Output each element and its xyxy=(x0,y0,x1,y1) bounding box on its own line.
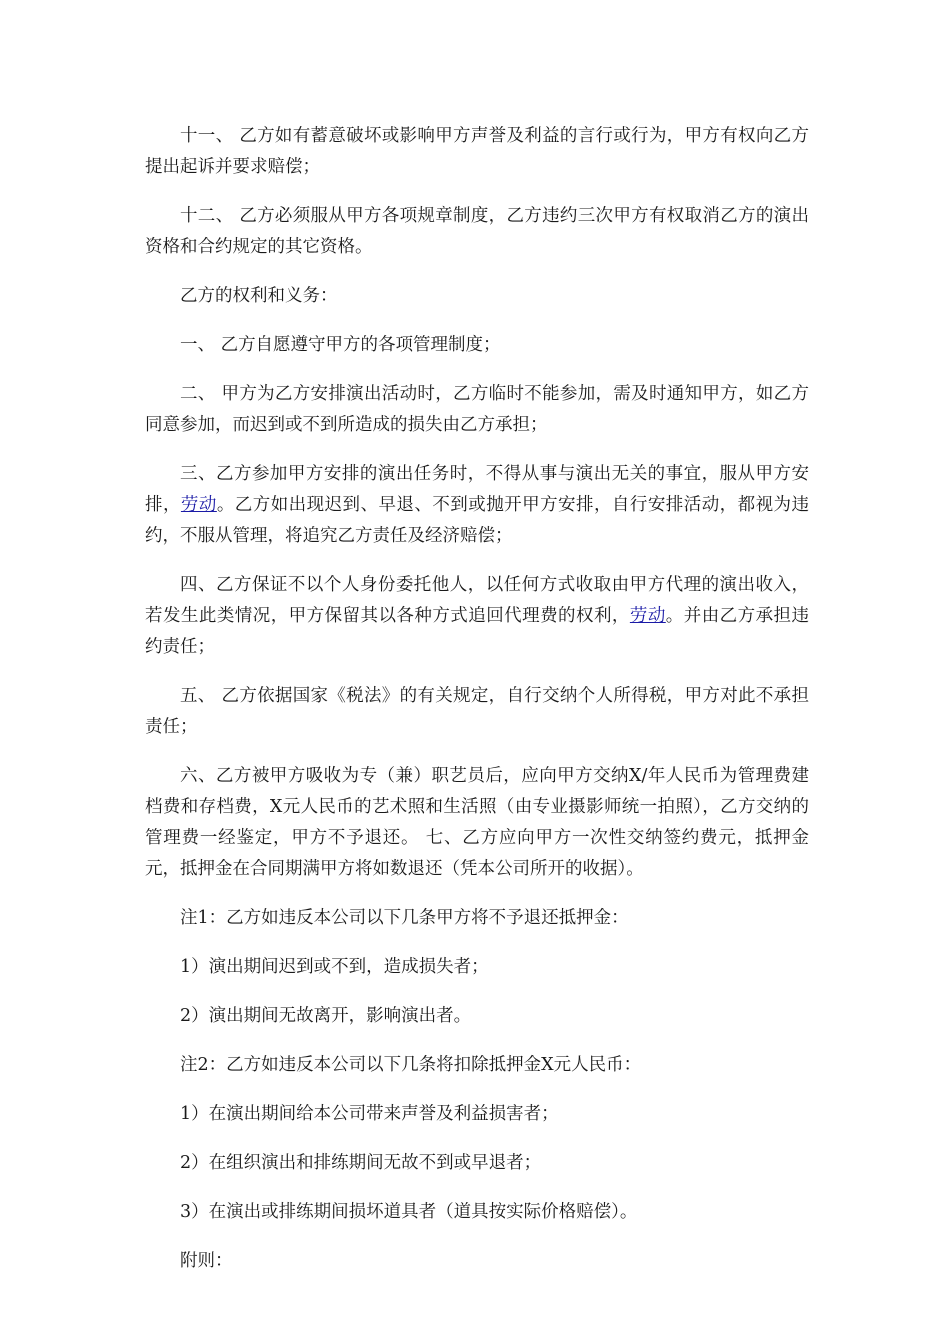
note-1-item-2: 2）演出期间无故离开，影响演出者。 xyxy=(180,1006,472,1026)
clause-12: 十二、 乙方必须服从甲方各项规章制度，乙方违约三次甲方有权取消乙方的演出资格和合约规定的其它资格。 xyxy=(145,206,809,257)
rights-clause-3 xyxy=(145,459,809,552)
labor-link[interactable]: 劳动 xyxy=(629,606,666,626)
rights-clause-4 xyxy=(145,570,809,663)
document-page xyxy=(145,121,809,1295)
labor-link[interactable]: 劳动 xyxy=(180,495,217,515)
rights-clause-5: 五、 乙方依据国家《税法》的有关规定，自行交纳个人所得税，甲方对此不承担责任； xyxy=(145,686,809,737)
rights-clause-6-7: 六、乙方被甲方吸收为专（兼）职艺员后，应向甲方交纳X/年人民币为管理费建档费和存档费，X元人民币的艺术照和生活照（由专业摄影师统一拍照），乙方交纳的管理费一经鉴定，甲方不予退还。 七、乙方应向甲方一次性交纳签约费元，抵押金元，抵押金在合同期满甲方将如数退还（凭本公司所开的收据）。 xyxy=(145,766,809,879)
rights-clause-1: 一、 乙方自愿遵守甲方的各项管理制度； xyxy=(180,335,501,355)
rights-heading: 乙方的权利和义务： xyxy=(180,286,338,306)
clause-11: 十一、 乙方如有蓄意破坏或影响甲方声誉及利益的言行或行为，甲方有权向乙方提出起诉并要求赔偿； xyxy=(145,126,809,177)
rights-clause-4-text-b: 。并由乙方承担违约责任； xyxy=(145,606,810,657)
note-2-item-1: 1）在演出期间给本公司带来声誉及利益损害者； xyxy=(180,1104,559,1124)
note-1-item-1: 1）演出期间迟到或不到，造成损失者； xyxy=(180,957,489,977)
note-2: 注2：乙方如违反本公司以下几条将扣除抵押金X元人民币： xyxy=(180,1055,642,1075)
note-2-item-2: 2）在组织演出和排练期间无故不到或早退者； xyxy=(180,1153,542,1173)
rights-clause-3-text-b: 。乙方如出现迟到、早退、不到或抛开甲方安排，自行安排活动，都视为违约，不服从管理，将追究乙方责任及经济赔偿； xyxy=(145,495,810,546)
note-1: 注1：乙方如违反本公司以下几条甲方将不予退还抵押金： xyxy=(180,908,629,928)
rights-clause-2: 二、 甲方为乙方安排演出活动时，乙方临时不能参加，需及时通知甲方，如乙方同意参加，而迟到或不到所造成的损失由乙方承担； xyxy=(145,384,809,435)
rights-clause-4-text-a: 四、乙方保证不以个人身份委托他人，以任何方式收取由甲方代理的演出收入，若发生此类情况，甲方保留其以各种方式追回代理费的权利， xyxy=(145,575,809,626)
rights-clause-3-text-a: 三、乙方参加甲方安排的演出任务时，不得从事与演出无关的事宜，服从甲方安排， xyxy=(145,464,809,515)
appendix-heading: 附则： xyxy=(180,1251,233,1271)
note-2-item-3: 3）在演出或排练期间损坏道具者（道具按实际价格赔偿）。 xyxy=(180,1202,638,1222)
